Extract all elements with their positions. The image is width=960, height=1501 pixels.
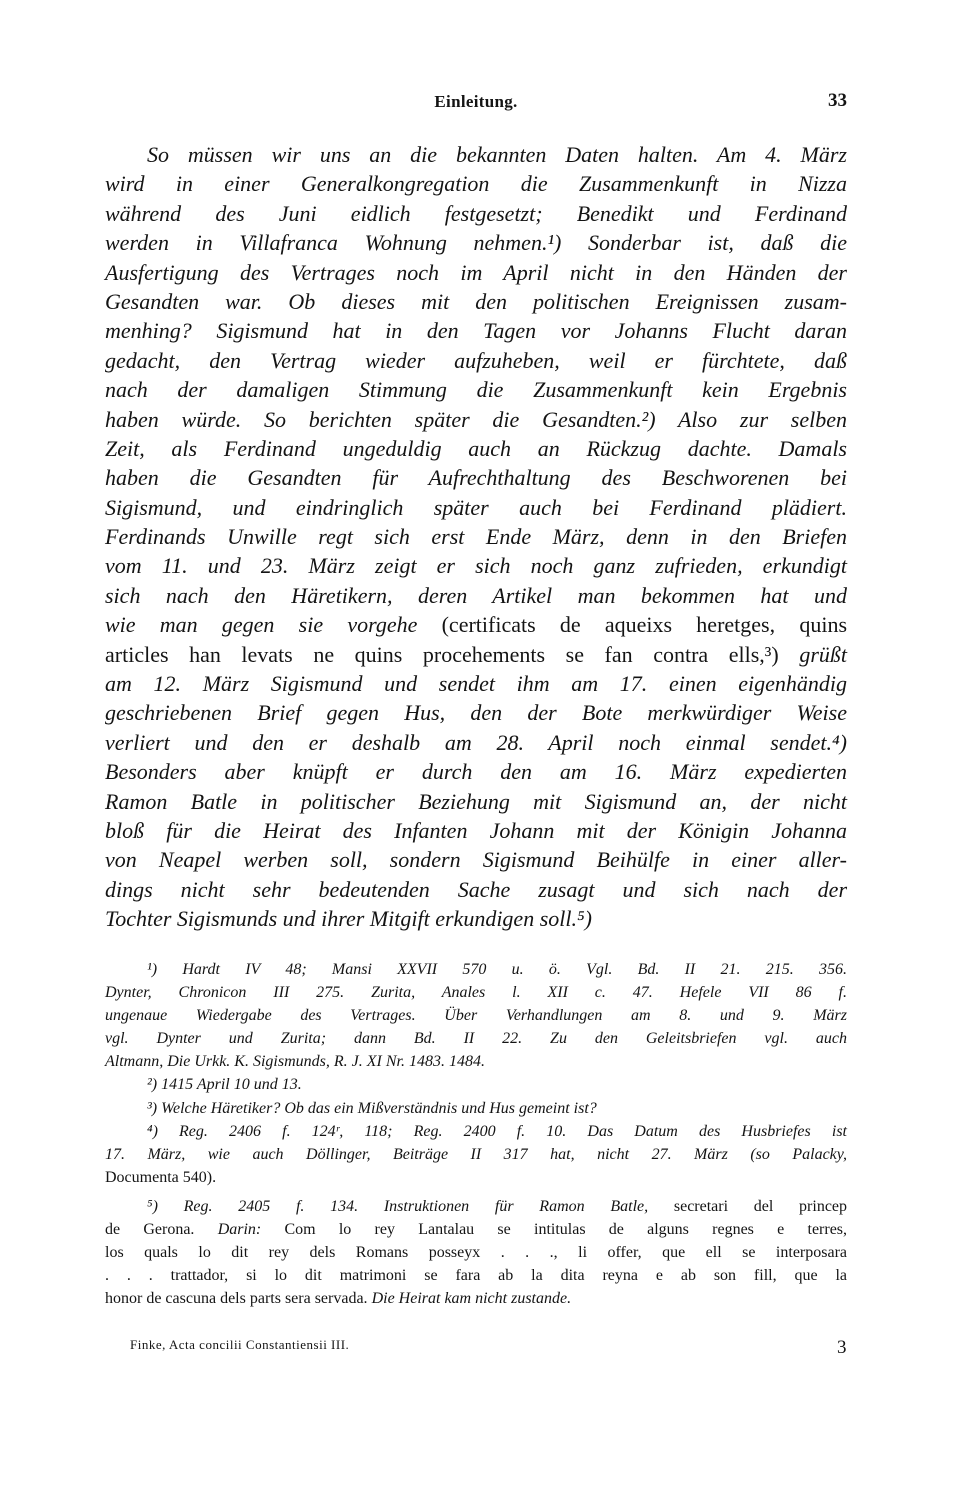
text-line: verliert und den er deshalb am 28. April noch einmal sendet.⁴) <box>105 729 847 755</box>
quotation-segment: Com lo rey Lantalau se intitulas de alguns regnes e terres, <box>284 1221 848 1239</box>
text-line: werden in Villafranca Wohnung nehmen.¹) Sonderbar ist, daß die <box>105 230 847 256</box>
quotation-segment: (certificats de aqueixs heretges, quins <box>441 612 848 638</box>
footnote-5-line-mixed <box>105 1287 847 1310</box>
footnote-4-line: 17. März, wie auch Döllinger, Beiträge II 317 hat, nicht 27. März (so Palacky, <box>105 1145 847 1163</box>
text-line: gedacht, den Vertrag wieder aufzuheben, weil er fürchtete, daß <box>105 347 847 373</box>
text-line: nach der damaligen Stimmung die Zusammenkunft kein Ergebnis <box>105 377 847 403</box>
footnote-1-line: Altmann, Die Urkk. K. Sigismunds, R. J. XI Nr. 1483. 1484. <box>105 1053 485 1071</box>
text-line: Tochter Sigismunds und ihrer Mitgift erkundigen soll.⁵) <box>105 906 592 932</box>
text-segment: wie man gegen sie vorgehe <box>105 612 418 638</box>
text-line: Sigismund, und eindringlich später auch bei Ferdinand plädiert. <box>105 494 847 520</box>
text-line-mixed <box>105 640 847 669</box>
footnote-3: ³) Welche Häretiker? Ob das ein Mißverständnis und Hus gemeint ist? <box>147 1099 597 1117</box>
text-line: haben die Gesandten für Aufrechthaltung des Beschworenen bei <box>105 465 847 491</box>
footnote-5-line-mixed <box>105 1218 847 1241</box>
text-segment: Darin: <box>217 1221 262 1239</box>
footnote-5-line: los quals lo dit rey dels Romans posseyx . . ., li offer, que ell se interposara <box>105 1244 847 1262</box>
footnote-1-line: vgl. Dynter und Zurita; dann Bd. II 22. Zu den Geleitsbriefen vgl. auch <box>105 1030 847 1048</box>
footnote-1-line: ungenaue Wiedergabe des Vertrages. Über Verhandlungen am 8. und 9. März <box>105 1007 847 1025</box>
text-line: sich nach den Häretikern, deren Artikel man bekommen hat und <box>105 582 847 608</box>
text-line: Ramon Batle in politischer Beziehung mit Sigismund an, der nicht <box>105 788 847 814</box>
page-number: 33 <box>828 90 847 111</box>
signature-text: Finke, Acta concilii Constantiensii III. <box>130 1337 350 1352</box>
footnotes <box>105 958 847 1310</box>
text-line: Ferdinands Unwille regt sich erst Ende März, denn in den Briefen <box>105 524 847 550</box>
text-line: menhing? Sigismund hat in den Tagen vor Johanns Flucht daran <box>105 318 847 344</box>
text-line: haben würde. So berichten später die Gesandten.²) Also zur selben <box>105 406 847 432</box>
quotation-segment: secretari del princep <box>673 1197 848 1215</box>
text-line: Ausfertigung des Vertrages noch im April nicht in den Händen der <box>105 259 847 285</box>
main-text <box>105 140 847 934</box>
text-line: geschriebenen Brief gegen Hus, den der Bote merkwürdiger Weise <box>105 700 847 726</box>
quotation-segment: articles han levats ne quins procehements se fan contra ells,³) <box>105 641 779 667</box>
text-segment: grüßt <box>799 641 847 667</box>
running-head <box>105 92 847 120</box>
text-line: am 12. März Sigismund und sendet ihm am 17. einen eigenhändig <box>105 671 847 697</box>
text-segment: Die Heirat kam nicht zustande. <box>371 1290 572 1308</box>
footnote-1-line: ¹) Hardt IV 48; Mansi XXVII 570 u. ö. Vgl. Bd. II 21. 215. 356. <box>147 961 847 978</box>
text-line: dings nicht sehr bedeutenden Sache zusagt und sich nach der <box>105 876 847 902</box>
running-title: Einleitung. <box>434 92 518 111</box>
footnote-5-line: . . . trattador, si lo dit matrimoni se fara ab la dita reyna e ab son fill, que la <box>105 1267 847 1285</box>
text-line: vom 11. und 23. März zeigt er sich noch ganz zufrieden, erkundigt <box>105 553 847 579</box>
text-line: von Neapel werben soll, sondern Sigismund Beihülfe in einer aller- <box>105 847 847 873</box>
text-line: wird in einer Generalkongregation die Zusammenkunft in Nizza <box>105 171 847 197</box>
quotation-segment: honor de cascuna dels parts sera servada. <box>105 1290 368 1308</box>
text-line: Besonders aber knüpft er durch den am 16. März expedierten <box>105 759 847 785</box>
text-line: während des Juni eidlich festgesetzt; Benedikt und Ferdinand <box>105 200 847 226</box>
footnote-2: ²) 1415 April 10 und 13. <box>147 1076 302 1094</box>
footnote-5-line-mixed <box>105 1195 847 1218</box>
footnote-4-line: ⁴) Reg. 2406 f. 124ʳ, 118; Reg. 2400 f. 10. Das Datum des Husbriefes ist <box>147 1122 847 1140</box>
text-line: Zeit, als Ferdinand ungeduldig auch an Rückzug dachte. Damals <box>105 435 847 461</box>
text-line: So müssen wir uns an die bekannten Daten halten. Am 4. März <box>147 142 847 167</box>
sheet-number: 3 <box>837 1337 847 1358</box>
text-line: Gesandten war. Ob dieses mit den politischen Ereignissen zusam- <box>105 288 847 314</box>
printer-signature <box>130 1337 847 1359</box>
text-line-mixed <box>105 610 847 639</box>
text-segment: ⁵) Reg. 2405 f. 134. Instruktionen für Ramon Batle, <box>147 1197 649 1215</box>
footnote-4-line: Documenta 540). <box>105 1168 217 1186</box>
footnote-1-line: Dynter, Chronicon III 275. Zurita, Anales l. XII c. 47. Hefele VII 86 f. <box>105 984 847 1002</box>
text-line: bloß für die Heirat des Infanten Johann mit der Königin Johanna <box>105 817 847 843</box>
quotation-segment: de Gerona. <box>105 1221 195 1239</box>
